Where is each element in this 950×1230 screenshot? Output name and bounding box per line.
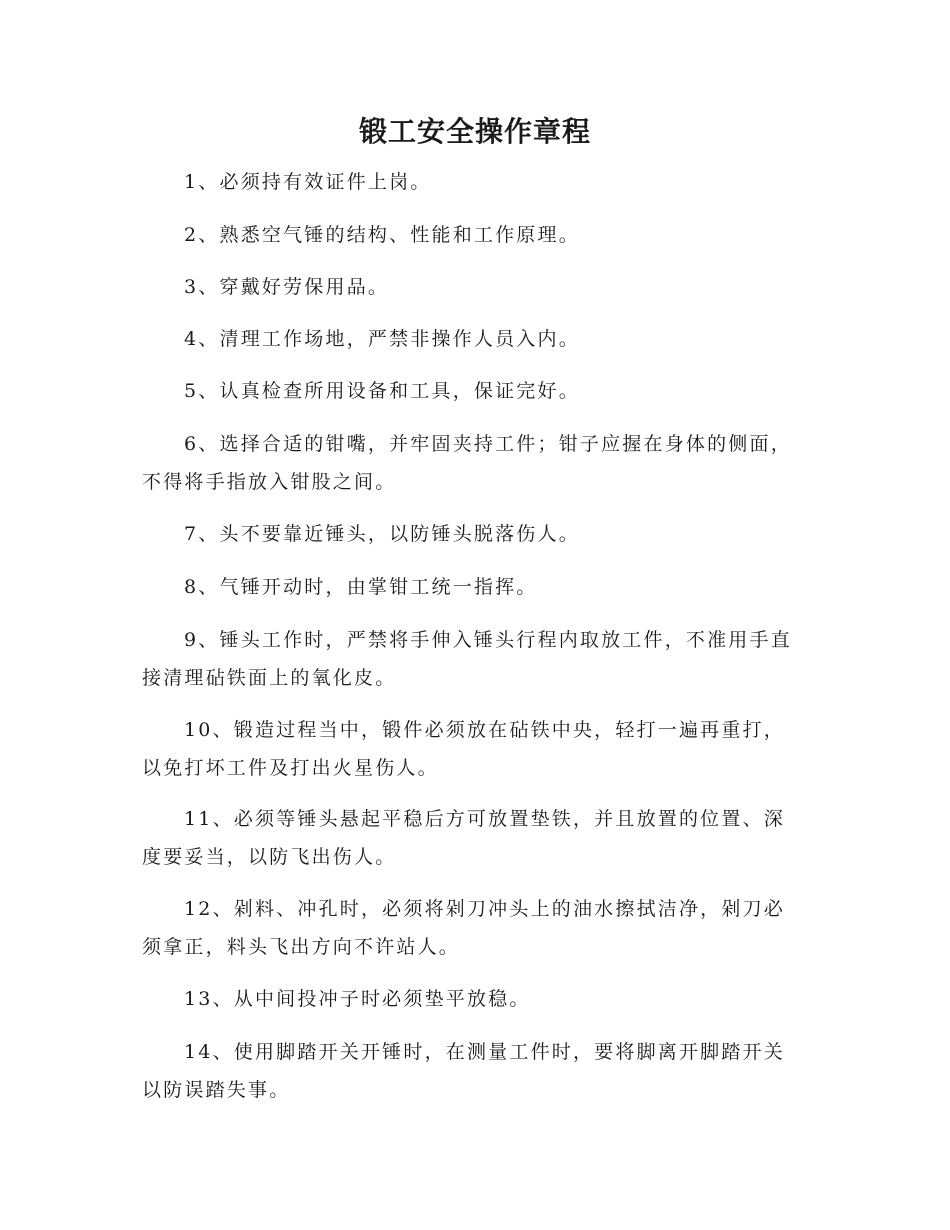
rule-line: 须拿正，料头飞出方向不许站人。 — [142, 936, 461, 958]
rule-line: 接清理砧铁面上的氧化皮。 — [142, 667, 397, 689]
rule-line: 5、认真检查所用设备和工具，保证完好。 — [184, 380, 580, 402]
rule-paragraph — [142, 711, 814, 787]
rule-paragraph — [142, 800, 814, 876]
rule-line: 2、熟悉空气锤的结构、性能和工作原理。 — [184, 224, 580, 246]
rule-line: 13、从中间投冲子时必须垫平放稳。 — [184, 988, 531, 1010]
rule-line: 1、必须持有效证件上岗。 — [184, 171, 432, 193]
rule-paragraph — [142, 372, 814, 410]
rule-line: 不得将手指放入钳股之间。 — [142, 471, 397, 493]
rule-line: 10、锻造过程当中，锻件必须放在砧铁中央，轻打一遍再重打， — [184, 719, 785, 741]
rule-paragraph — [142, 425, 814, 501]
rule-line: 11、必须等锤头悬起平稳后方可放置垫铁，并且放置的位置、深 — [184, 808, 785, 830]
rule-paragraph — [142, 621, 814, 697]
rule-line: 4、清理工作场地，严禁非操作人员入内。 — [184, 328, 580, 350]
rule-line: 3、穿戴好劳保用品。 — [184, 276, 390, 298]
rule-paragraph — [142, 890, 814, 966]
rule-line: 14、使用脚踏开关开锤时，在测量工件时，要将脚离开脚踏开关 — [184, 1041, 785, 1063]
rule-line: 9、锤头工作时，严禁将手伸入锤头行程内取放工件，不准用手直 — [184, 629, 792, 651]
rule-line: 12、剁料、冲孔时，必须将剁刀冲头上的油水擦拭洁净，剁刀必 — [184, 898, 785, 920]
rule-line: 以防误踏失事。 — [142, 1079, 291, 1101]
rule-line: 以免打坏工件及打出火星伤人。 — [142, 757, 439, 779]
rule-paragraph — [142, 268, 814, 306]
rule-line: 6、选择合适的钳嘴，并牢固夹持工件；钳子应握在身体的侧面， — [184, 433, 792, 455]
rule-paragraph — [142, 320, 814, 358]
rule-line: 7、头不要靠近锤头，以防锤头脱落伤人。 — [184, 523, 580, 545]
rule-paragraph — [142, 980, 814, 1018]
rule-paragraph — [142, 568, 814, 606]
page-title: 锻工安全操作章程 — [358, 115, 591, 148]
rule-paragraph — [142, 216, 814, 254]
rule-paragraph — [142, 515, 814, 553]
rule-paragraph — [142, 1033, 814, 1109]
rule-line: 8、气锤开动时，由掌钳工统一指挥。 — [184, 576, 538, 598]
rule-paragraph — [142, 163, 814, 201]
rule-line: 度要妥当，以防飞出伤人。 — [142, 846, 397, 868]
